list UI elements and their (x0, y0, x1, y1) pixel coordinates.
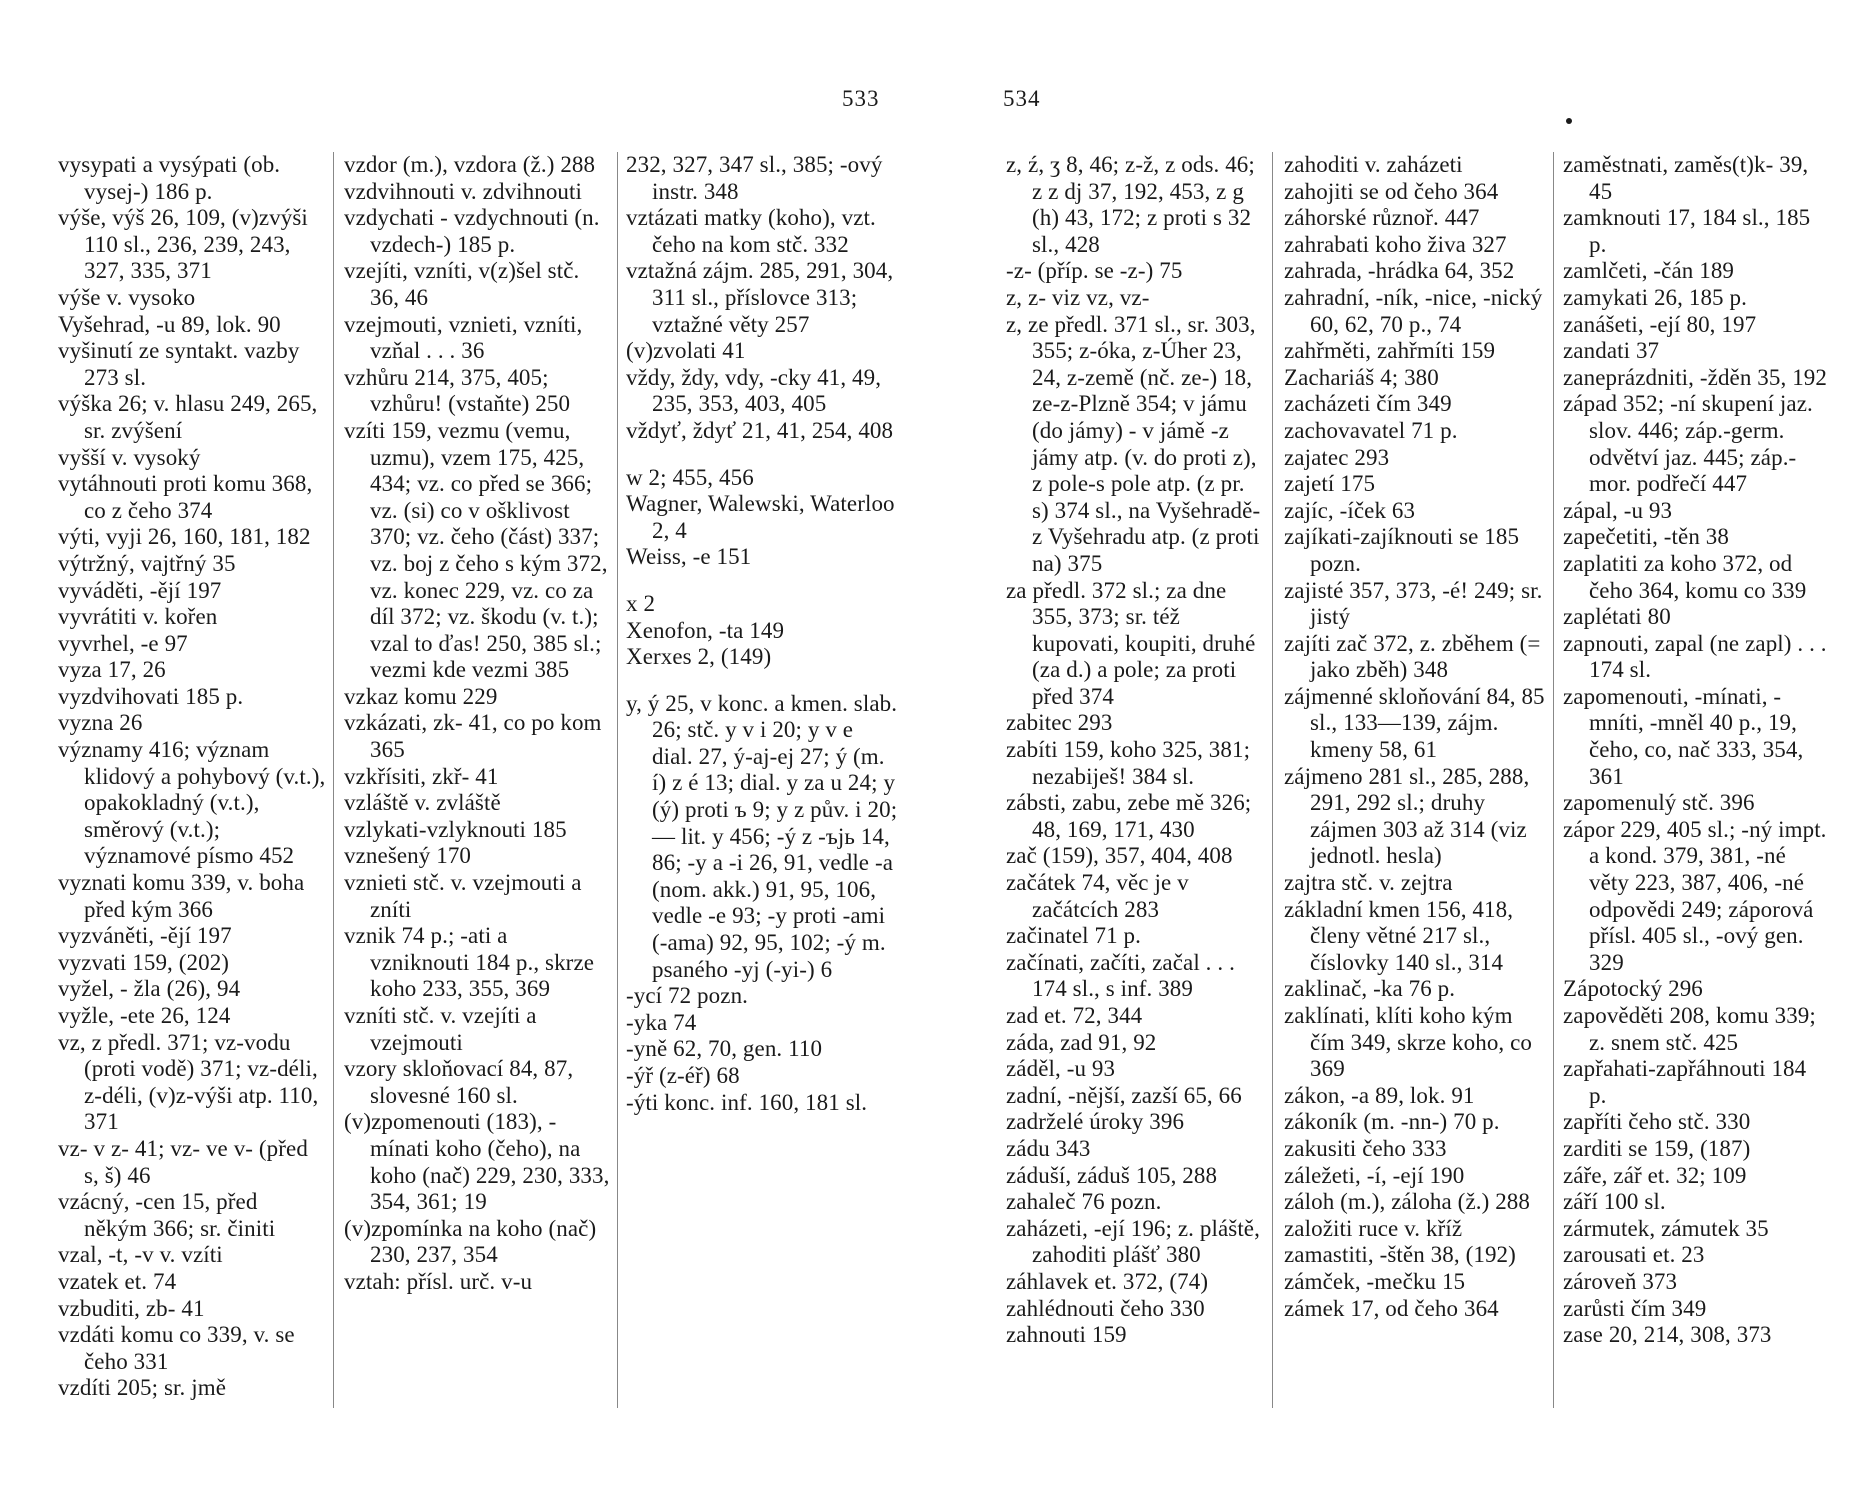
index-entry: zabíti 159, koho 325, 381; nezabiješ! 384 sl. (1006, 737, 1251, 789)
index-entry: z, ze předl. 371 sl., sr. 303, 355; z-óka, z-Úher 23, 24, z-země (nč. ze-) 18, ze-z-Plzně 354; v jámu (do jámy) - v jámě -z jámy atp. (v. do proti z), z pole-s pole atp. (z pr. s) 374 sl., na Vyšehradě-z Vyšehradu atp. (z proti na) 375 (1006, 311, 1261, 576)
index-entry: w 2; 455, 456 (626, 464, 754, 490)
index-entry: záděl, -u 93 (1006, 1056, 1116, 1082)
index-entry: -yně 62, 70, gen. 110 (626, 1036, 823, 1062)
index-entry: vyvrátiti v. kořen (58, 604, 218, 630)
index-entry: zahlédnouti čeho 330 (1006, 1295, 1205, 1321)
index-entry: založiti ruce v. kříž (1284, 1215, 1463, 1241)
index-entry: začátek 74, věc je v začátcích 283 (1006, 870, 1189, 922)
index-entry: vztázati matky (koho), vzt. čeho na kom stč. 332 (626, 205, 876, 257)
index-entry: zahrabati koho živa 327 (1284, 231, 1507, 257)
index-entry: zahojiti se od čeho 364 (1284, 178, 1499, 204)
index-entry: zajetí 175 (1284, 471, 1376, 497)
index-entry: Zachariáš 4; 380 (1284, 364, 1439, 390)
index-entry: zaplatiti za koho 372, od čeho 364, komu co 339 (1563, 550, 1807, 603)
index-entry: vzdíti 205; sr. jmě (58, 1375, 226, 1401)
index-entry: vzdáti komu co 339, v. se čeho 331 (58, 1322, 295, 1374)
index-entry: vzácný, -cen 15, před někým 366; sr. činiti (58, 1189, 276, 1241)
index-entry: výše, výš 26, 109, (v)zvýši 110 sl., 236, 239, 243, 327, 335, 371 (58, 205, 308, 284)
index-entry: zapečetiti, -těn 38 (1563, 524, 1730, 550)
index-entry: zapnouti, zapal (ne zapl) . . . 174 sl. (1563, 630, 1827, 683)
index-entry: výtržný, vajtřný 35 (58, 550, 236, 576)
index-entry: z, z- viz vz, vz- (1006, 284, 1150, 310)
index-entry: zajíti zač 372, z. zběhem (= jako zběh) 348 (1284, 630, 1541, 683)
index-entry: zákoník (m. -nn-) 70 p. (1284, 1109, 1500, 1135)
index-column-6 (1563, 152, 1829, 1349)
index-entry: vzíti 159, vezmu (vemu, uzmu), vzem 175, 425, 434; vz. co před se 366; vz. (si) co v ošklivost 370; vz. čeho (část) 337; vz. boj z čeho s kým 372, vz. konec 229, vz. co za díl 372; vz. škodu (v. t.); vzal to ďas! 250, 385 sl.; vezmi kde vezmi 385 (344, 417, 608, 683)
index-entry: zaplétati 80 (1563, 604, 1671, 630)
index-entry: zandati 37 (1563, 338, 1660, 364)
print-speck (1566, 118, 1572, 124)
index-entry: Wagner, Walewski, Waterloo 2, 4 (626, 491, 895, 543)
index-entry: vyžel, - žla (26), 94 (58, 976, 241, 1002)
index-entry: zajisté 357, 373, -é! 249; sr. jistý (1284, 577, 1543, 630)
index-entry: zaneprázdniti, -žděn 35, 192 (1563, 364, 1827, 390)
index-entry: zajíc, -íček 63 (1284, 497, 1416, 523)
index-entry: vzkaz komu 229 (344, 683, 498, 709)
index-entry: významy 416; význam klidový a pohybový (v.t.), opakokladný (v.t.), směrový (v.t.); významové písmo 452 (58, 737, 326, 869)
letter-section-gap (626, 671, 898, 691)
index-entry: zápal, -u 93 (1563, 497, 1673, 523)
index-entry: vyza 17, 26 (58, 657, 166, 683)
index-entry: (v)zvolati 41 (626, 338, 746, 364)
index-entry: zábsti, zabu, zebe mě 326; 48, 169, 171, 430 (1006, 790, 1252, 842)
index-entry: zahřměti, zahřmíti 159 (1284, 338, 1496, 364)
index-entry: vyváděti, -ějí 197 (58, 577, 222, 603)
index-entry: vyzváněti, -ějí 197 (58, 923, 232, 949)
index-entry: Weiss, -e 151 (626, 544, 752, 570)
index-entry: y, ý 25, v konc. a kmen. slab. 26; stč. y v i 20; y v e dial. 27, ý-aj-ej 27; ý (m. í) z é 13; dial. y za u 24; y (ý) proti ъ 9; y z pův. i 20; — lit. y 456; -ý z -ъjь 14, 86; -y a -i 26, 91, vedle -a (nom. akk.) 91, 95, 106, vedle -e 93; -y proti -ami (-ama) 92, 95, 102; -ý m. psaného -yj (-yi-) 6 (626, 690, 898, 982)
index-entry: vyšinutí ze syntakt. vazby 273 sl. (58, 338, 300, 390)
index-entry: záležeti, -í, -ejí 190 (1284, 1162, 1465, 1188)
index-column-4 (1006, 152, 1266, 1349)
index-entry: vyzvati 159, (202) (58, 949, 230, 975)
index-entry: vzhůru 214, 375, 405; vzhůru! (vstaňte) 250 (344, 364, 571, 417)
index-entry: zacházeti čím 349 (1284, 391, 1452, 417)
index-entry: zámek 17, od čeho 364 (1284, 1295, 1499, 1321)
index-entry: vznešený 170 (344, 843, 472, 869)
index-entry: zamykati 26, 185 p. (1563, 284, 1747, 310)
letter-section-gap (626, 445, 898, 465)
index-entry: zadní, -nější, zazší 65, 66 (1006, 1082, 1242, 1108)
index-entry: záduší, záduš 105, 288 (1006, 1162, 1218, 1188)
index-entry: za předl. 372 sl.; za dne 355, 373; sr. též kupovati, koupiti, druhé (za d.) a pole; za proti před 374 (1006, 577, 1256, 709)
index-entry: zádu 343 (1006, 1135, 1091, 1161)
index-entry: zapověděti 208, komu 339; z. snem stč. 425 (1563, 1003, 1816, 1055)
index-entry: vzdvihnouti v. zdvihnouti (344, 178, 583, 204)
index-column-2 (344, 152, 610, 1296)
index-entry: zač (159), 357, 404, 408 (1006, 843, 1233, 869)
index-entry: zapříti čeho stč. 330 (1563, 1109, 1751, 1135)
column-rule (1553, 152, 1554, 1408)
index-entry: zahaleč 76 pozn. (1006, 1189, 1162, 1215)
index-entry: 232, 327, 347 sl., 385; -ový instr. 348 (626, 152, 883, 204)
index-entry: zapřahati-zapřáhnouti 184 p. (1563, 1056, 1807, 1108)
index-entry: (v)zpomenouti (183), -mínati koho (čeho), na koho (nač) 229, 230, 333, 354, 361; 19 (344, 1109, 610, 1215)
index-entry: zajíkati-zajíknouti se 185 pozn. (1284, 524, 1520, 576)
column-rule (617, 152, 618, 1408)
index-entry: zajatec 293 (1284, 444, 1390, 470)
index-entry: zároveň 373 (1563, 1268, 1678, 1294)
index-entry: zajtra stč. v. zejtra (1284, 870, 1453, 896)
index-entry: zahnouti 159 (1006, 1322, 1127, 1348)
index-entry: záře, zář et. 32; 109 (1563, 1162, 1747, 1188)
index-entry: vždy, ždy, vdy, -cky 41, 49, 235, 353, 403, 405 (626, 364, 882, 417)
index-entry: zaklinač, -ka 76 p. (1284, 976, 1456, 1002)
index-entry: vztažná zájm. 285, 291, 304, 311 sl., příslovce 313; vztažné věty 257 (626, 258, 894, 337)
index-entry: vzkázati, zk- 41, co po kom 365 (344, 710, 602, 763)
column-rule (333, 152, 334, 1408)
index-entry: výška 26; v. hlasu 249, 265, sr. zvýšení (58, 391, 318, 443)
index-entry: září 100 sl. (1563, 1189, 1666, 1215)
index-entry: zápor 229, 405 sl.; -ný impt. a kond. 379, 381, -né věty 223, 387, 406, -né odpovědi 249; záporová přísl. 405 sl., -ový gen. 329 (1563, 816, 1827, 975)
index-entry: zanášeti, -ejí 80, 197 (1563, 311, 1757, 337)
index-entry: zámček, -mečku 15 (1284, 1268, 1466, 1294)
index-entry: zadrželé úroky 396 (1006, 1109, 1185, 1135)
index-entry: zamastiti, -štěn 38, (192) (1284, 1242, 1516, 1268)
index-entry: záhorské různoř. 447 (1284, 205, 1480, 231)
index-entry: vzníti stč. v. vzejíti a vzejmouti (344, 1003, 537, 1055)
index-entry: zapomenouti, -mínati, -mníti, -mněl 40 p., 19, čeho, co, nač 333, 354, 361 (1563, 683, 1804, 789)
index-entry: vyšší v. vysoký (58, 444, 201, 470)
index-entry: vyzdvihovati 185 p. (58, 683, 244, 709)
index-entry: zájmenné skloňování 84, 85 sl., 133—139, zájm. kmeny 58, 61 (1284, 683, 1545, 763)
index-entry: vztah: přísl. urč. v-u (344, 1268, 533, 1294)
index-entry: zákon, -a 89, lok. 91 (1284, 1082, 1475, 1108)
index-entry: -ýti konc. inf. 160, 181 sl. (626, 1089, 868, 1115)
index-entry: zad et. 72, 344 (1006, 1003, 1143, 1028)
index-entry: vyvrhel, -e 97 (58, 630, 188, 656)
index-entry: Zápotocký 296 (1563, 976, 1703, 1002)
index-entry: vzbuditi, zb- 41 (58, 1295, 205, 1321)
column-rule (1272, 152, 1273, 1408)
index-entry: zaklínati, klíti koho kým čím 349, skrze koho, co 369 (1284, 1003, 1533, 1082)
index-entry: začínati, začíti, začal . . . 174 sl., s inf. 389 (1006, 949, 1235, 1002)
index-entry: vzatek et. 74 (58, 1268, 177, 1294)
index-entry: zabitec 293 (1006, 710, 1113, 736)
index-entry: zachovavatel 71 p. (1284, 417, 1458, 443)
index-entry: vzkřísiti, zkř- 41 (344, 763, 499, 789)
index-entry: vyžle, -ete 26, 124 (58, 1003, 231, 1028)
index-entry: z, ź, ʒ 8, 46; z-ž, z ods. 46; z z dj 37, 192, 453, z g (h) 43, 172; z proti s 32 sl., 428 (1006, 152, 1255, 257)
index-entry: vzlykati-vzlyknouti 185 (344, 816, 567, 842)
index-entry: vytáhnouti proti komu 368, co z čeho 374 (58, 471, 313, 523)
index-entry: Xenofon, -ta 149 (626, 617, 785, 643)
index-entry: výše v. vysoko (58, 284, 196, 310)
index-entry: záda, zad 91, 92 (1006, 1029, 1157, 1055)
index-entry: zahoditi v. zaházeti (1284, 152, 1463, 177)
index-entry: západ 352; -ní skupení jaz. slov. 446; záp.-germ. odvětví jaz. 445; záp.-mor. podřečí 447 (1563, 391, 1813, 497)
index-entry: zarůsti čím 349 (1563, 1295, 1707, 1321)
index-entry: zapomenulý stč. 396 (1563, 790, 1755, 816)
index-entry: vznik 74 p.; -ati a vzniknouti 184 p., skrze koho 233, 355, 369 (344, 923, 595, 1002)
index-entry: vzejmouti, vznieti, vzníti, vzňal . . . 36 (344, 311, 583, 364)
index-entry: zahrada, -hrádka 64, 352 (1284, 258, 1515, 284)
index-entry: vždyť, ždyť 21, 41, 254, 408 (626, 417, 894, 443)
index-entry: zase 20, 214, 308, 373 (1563, 1322, 1772, 1348)
index-entry: zakusiti čeho 333 (1284, 1135, 1447, 1161)
index-entry: vyzna 26 (58, 710, 143, 736)
index-entry: -ycí 72 pozn. (626, 983, 749, 1009)
index-entry: vzejíti, vzníti, v(z)šel stč. 36, 46 (344, 258, 580, 310)
index-entry: Xerxes 2, (149) (626, 644, 772, 670)
index-entry: -z- (příp. se -z-) 75 (1006, 258, 1183, 284)
index-entry: vzláště v. zvláště (344, 790, 501, 816)
index-entry: zármutek, zámutek 35 (1563, 1215, 1769, 1241)
index-entry: vz- v z- 41; vz- ve v- (před s, š) 46 (58, 1135, 308, 1188)
letter-section-gap (626, 571, 898, 591)
index-entry: x 2 (626, 590, 656, 616)
index-entry: vz, z předl. 371; vz-vodu (proti vodě) 371; vz-déli, z-déli, (v)z-výši atp. 110, 371 (58, 1029, 319, 1135)
index-entry: záhlavek et. 372, (74) (1006, 1268, 1209, 1294)
index-column-5 (1284, 152, 1546, 1322)
index-entry: začinatel 71 p. (1006, 923, 1141, 949)
index-entry: vzdor (m.), vzdora (ž.) 288 (344, 152, 596, 177)
index-entry: zaměstnati, zaměs(t)k- 39, 45 (1563, 152, 1809, 204)
index-entry: vznieti stč. v. vzejmouti a zníti (344, 870, 582, 922)
index-entry: zahradní, -ník, -nice, -nický 60, 62, 70 p., 74 (1284, 284, 1543, 337)
index-entry: Vyšehrad, -u 89, lok. 90 (58, 311, 281, 337)
index-entry: záloh (m.), záloha (ž.) 288 (1284, 1189, 1531, 1215)
index-entry: -yka 74 (626, 1009, 697, 1035)
index-column-1 (58, 152, 326, 1402)
index-entry: zamknouti 17, 184 sl., 185 p. (1563, 205, 1811, 257)
index-column-3 (626, 152, 898, 1116)
index-entry: zájmeno 281 sl., 285, 288, 291, 292 sl.; druhy zájmen 303 až 314 (viz jednotl. hesla) (1284, 763, 1530, 869)
index-entry: zarditi se 159, (187) (1563, 1135, 1751, 1161)
index-entry: základní kmen 156, 418, členy větné 217 sl., číslovky 140 sl., 314 (1284, 896, 1514, 975)
index-entry: vzory skloňovací 84, 87, slovesné 160 sl. (344, 1056, 574, 1108)
index-entry: (v)zpomínka na koho (nač) 230, 237, 354 (344, 1215, 597, 1268)
index-entry: -ýř (z-éř) 68 (626, 1063, 740, 1088)
index-entry: zarousati et. 23 (1563, 1242, 1705, 1268)
index-entry: zamlčeti, -čán 189 (1563, 258, 1735, 284)
index-entry: vzdychati - vzdychnouti (n. vzdech-) 185 p. (344, 205, 600, 257)
index-entry: vzal, -t, -v v. vzíti (58, 1242, 223, 1268)
index-entry: vysypati a vysýpati (ob. vysej-) 186 p. (58, 152, 281, 204)
index-entry: výti, vyji 26, 160, 181, 182 (58, 524, 311, 550)
page-number-right: 534 (1003, 86, 1041, 111)
index-entry: vyznati komu 339, v. boha před kým 366 (58, 870, 305, 922)
index-entry: zaházeti, -ejí 196; z. pláště, zahoditi plášť 380 (1006, 1215, 1260, 1268)
page-number-left: 533 (842, 86, 880, 111)
